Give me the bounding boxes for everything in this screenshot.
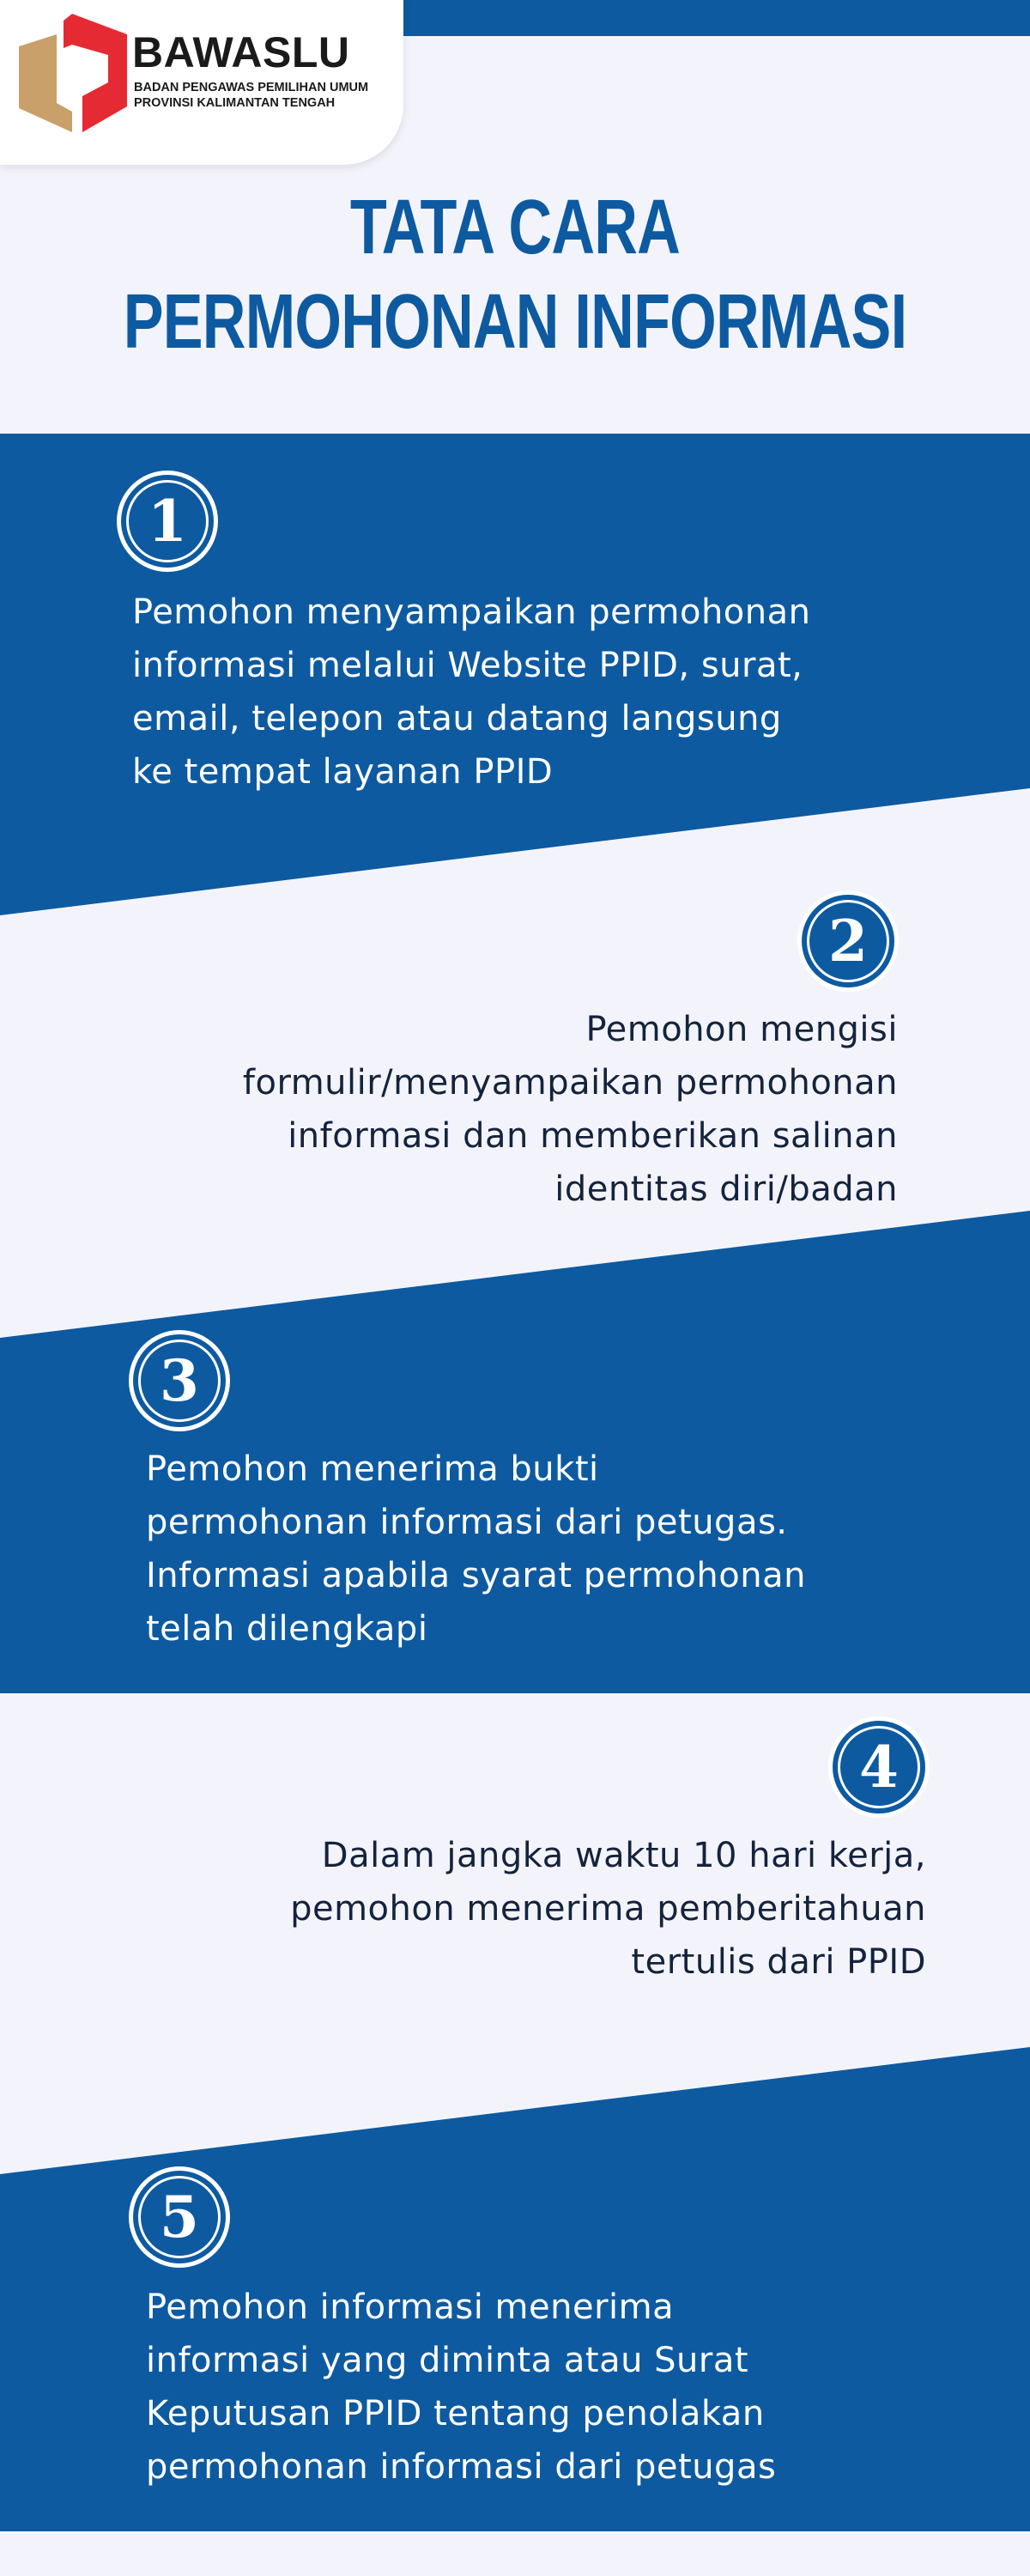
step-2-number: 2 [807, 900, 889, 982]
step-5-line-4: permohonan informasi dari petugas [146, 2447, 777, 2487]
step-2-line-3: informasi dan memberikan salinan [288, 1116, 898, 1156]
step-5-number-badge [133, 2171, 226, 2263]
step-1-line-1: Pemohon menyampaikan permohonan [132, 592, 811, 632]
step-2-line-4: identitas diri/badan [554, 1170, 898, 1209]
step-3-line-1: Pemohon menerima bukti [146, 1449, 599, 1489]
step-4-number-badge [833, 1721, 925, 1814]
step-1-number-badge [121, 475, 214, 568]
logo-red-accent [64, 14, 72, 48]
step-5-line-2: informasi yang diminta atau Surat [146, 2341, 749, 2380]
step-1-line-3: email, telepon atau datang langsung [132, 699, 782, 738]
step-4-text [290, 1829, 926, 1989]
step-2-number-badge [802, 895, 894, 987]
step-1-line-4: ke tempat layanan PPID [132, 752, 554, 792]
logo-subtitle-line2: PROVINSI KALIMANTAN TENGAH [134, 96, 336, 110]
step-1-line-2: informasi melalui Website PPID, surat, [132, 646, 803, 685]
step-5-line-1: Pemohon informasi menerima [146, 2287, 675, 2327]
step-5-text [146, 2281, 776, 2494]
step-3-line-2: permohonan informasi dari petugas. [146, 1503, 788, 1542]
logo-red-shape [72, 14, 127, 132]
step-1-text [132, 586, 810, 799]
step-3-line-3: Informasi apabila syarat permohonan [146, 1556, 806, 1595]
step-2-line-1: Pemohon mengisi [585, 1010, 898, 1049]
logo-name: BAWASLU [132, 28, 350, 76]
step-4-number: 4 [838, 1726, 920, 1808]
step-4-line-3: tertulis dari PPID [631, 1942, 926, 1982]
step-3-number-badge [133, 1334, 226, 1427]
logo-card [0, 0, 403, 165]
step-3-number: 3 [138, 1340, 221, 1422]
step-3-line-4: telah dilengkapi [146, 1609, 428, 1649]
logo-gold-shape [19, 34, 72, 132]
step-1-number: 1 [126, 480, 209, 562]
step-5-number: 5 [138, 2176, 221, 2258]
page-title-line1: TATA CARA [349, 185, 681, 270]
logo-subtitle-line1: BADAN PENGAWAS PEMILIHAN UMUM [134, 81, 369, 94]
bawaslu-logo-icon [19, 14, 127, 132]
step-2-line-2: formulir/menyampaikan permohonan [242, 1063, 898, 1103]
page-title-line2: PERMOHONAN INFORMASI [123, 279, 907, 365]
step-4-line-1: Dalam jangka waktu 10 hari kerja, [321, 1836, 926, 1875]
step-2-text [243, 1003, 898, 1216]
step-3-text [146, 1443, 806, 1656]
step-5-line-3: Keputusan PPID tentang penolakan [146, 2394, 765, 2433]
step-4-line-2: pemohon menerima pemberitahuan [290, 1889, 926, 1929]
